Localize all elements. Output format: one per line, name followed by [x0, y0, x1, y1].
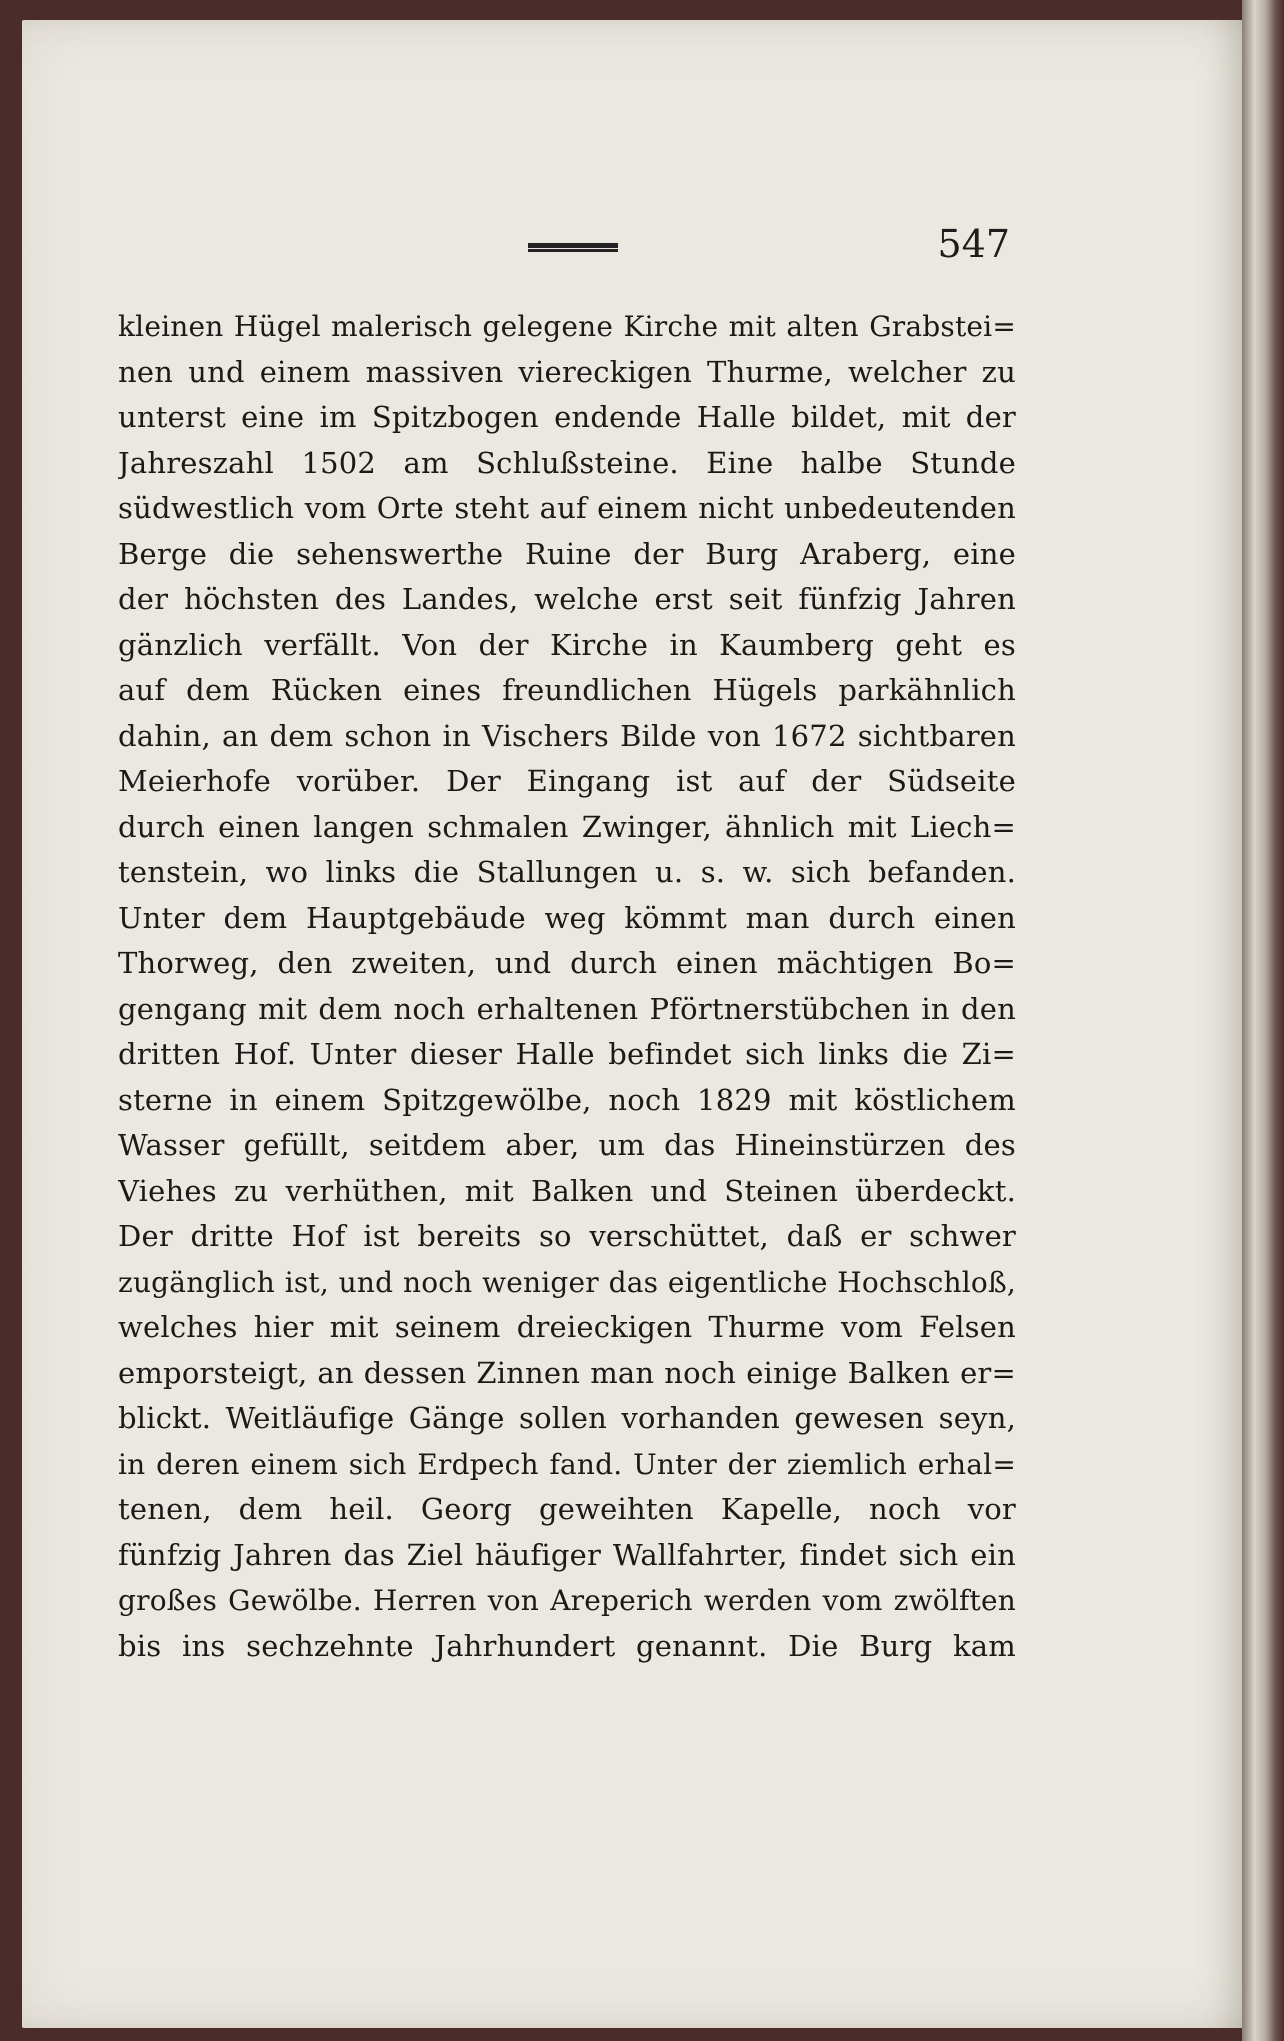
text-line: Thorweg, den zweiten, und durch einen mächtigen Bo=	[118, 946, 1016, 980]
text-line: südwestlich vom Orte steht auf einem nicht unbedeutenden	[118, 491, 1016, 525]
text-line: gänzlich verfällt. Von der Kirche in Kaumberg geht es	[118, 627, 1016, 662]
text-line: nen und einem massiven viereckigen Thurme, welcher zu	[118, 354, 1016, 389]
text-line: dahin, an dem schon in Vischers Bilde von 1672 sichtbaren	[118, 718, 1016, 753]
text-line: Berge die sehenswerthe Ruine der Burg Araberg, eine	[118, 536, 1016, 571]
text-line: fünfzig Jahren das Ziel häufiger Wallfahrter, findet sich ein	[118, 1537, 1016, 1572]
text-line: Der dritte Hof ist bereits so verschüttet, daß er schwer	[118, 1219, 1016, 1253]
text-line: Viehes zu verhüthen, mit Balken und Steinen überdeckt.	[118, 1173, 1016, 1208]
text-line: tenen, dem heil. Georg geweihten Kapelle, noch vor	[118, 1492, 1016, 1526]
text-line: unterst eine im Spitzbogen endende Halle bildet, mit der	[118, 400, 1016, 434]
text-line: blickt. Weitläufige Gänge sollen vorhanden gewesen seyn,	[118, 1401, 1016, 1435]
text-line: Wasser gefüllt, seitdem aber, um das Hineinstürzen des	[118, 1128, 1016, 1162]
text-line: bis ins sechzehnte Jahrhundert genannt. Die Burg kam	[118, 1628, 1016, 1663]
text-line: der höchsten des Landes, welche erst seit fünfzig Jahren	[118, 582, 1016, 616]
body-text	[118, 304, 1016, 1669]
text-line: Jahreszahl 1502 am Schlußsteine. Eine halbe Stunde	[118, 445, 1016, 480]
text-line: auf dem Rücken eines freundlichen Hügels parkähnlich	[118, 673, 1016, 707]
text-line: gengang mit dem noch erhaltenen Pförtnerstübchen in den	[118, 991, 1016, 1026]
text-line: dritten Hof. Unter dieser Halle befindet sich links die Zi=	[118, 1037, 1016, 1071]
text-line: kleinen Hügel malerisch gelegene Kirche mit alten Grabstei=	[118, 310, 1016, 343]
header-rule	[528, 243, 618, 252]
text-line: zugänglich ist, und noch weniger das eigentliche Hochschloß,	[118, 1265, 1016, 1299]
text-line: großes Gewölbe. Herren von Areperich werden vom zwölften	[118, 1584, 1016, 1617]
text-line: Meierhofe vorüber. Der Eingang ist auf der Südseite	[118, 764, 1016, 798]
text-line: welches hier mit seinem dreieckigen Thurme vom Felsen	[118, 1310, 1016, 1344]
text-line: Unter dem Hauptgebäude weg kömmt man durch einen	[118, 900, 1016, 935]
text-line: durch einen langen schmalen Zwinger, ähnlich mit Liech=	[118, 809, 1016, 844]
text-line: tenstein, wo links die Stallungen u. s. w. sich befanden.	[118, 855, 1016, 889]
text-line: emporsteigt, an dessen Zinnen man noch einige Balken er=	[118, 1355, 1016, 1390]
text-line: sterne in einem Spitzgewölbe, noch 1829 mit köstlichem	[118, 1082, 1016, 1117]
page-number: 547	[937, 222, 1010, 266]
book-spine-edge	[1242, 0, 1284, 2041]
text-line: in deren einem sich Erdpech fand. Unter der ziemlich erhal=	[118, 1447, 1016, 1481]
